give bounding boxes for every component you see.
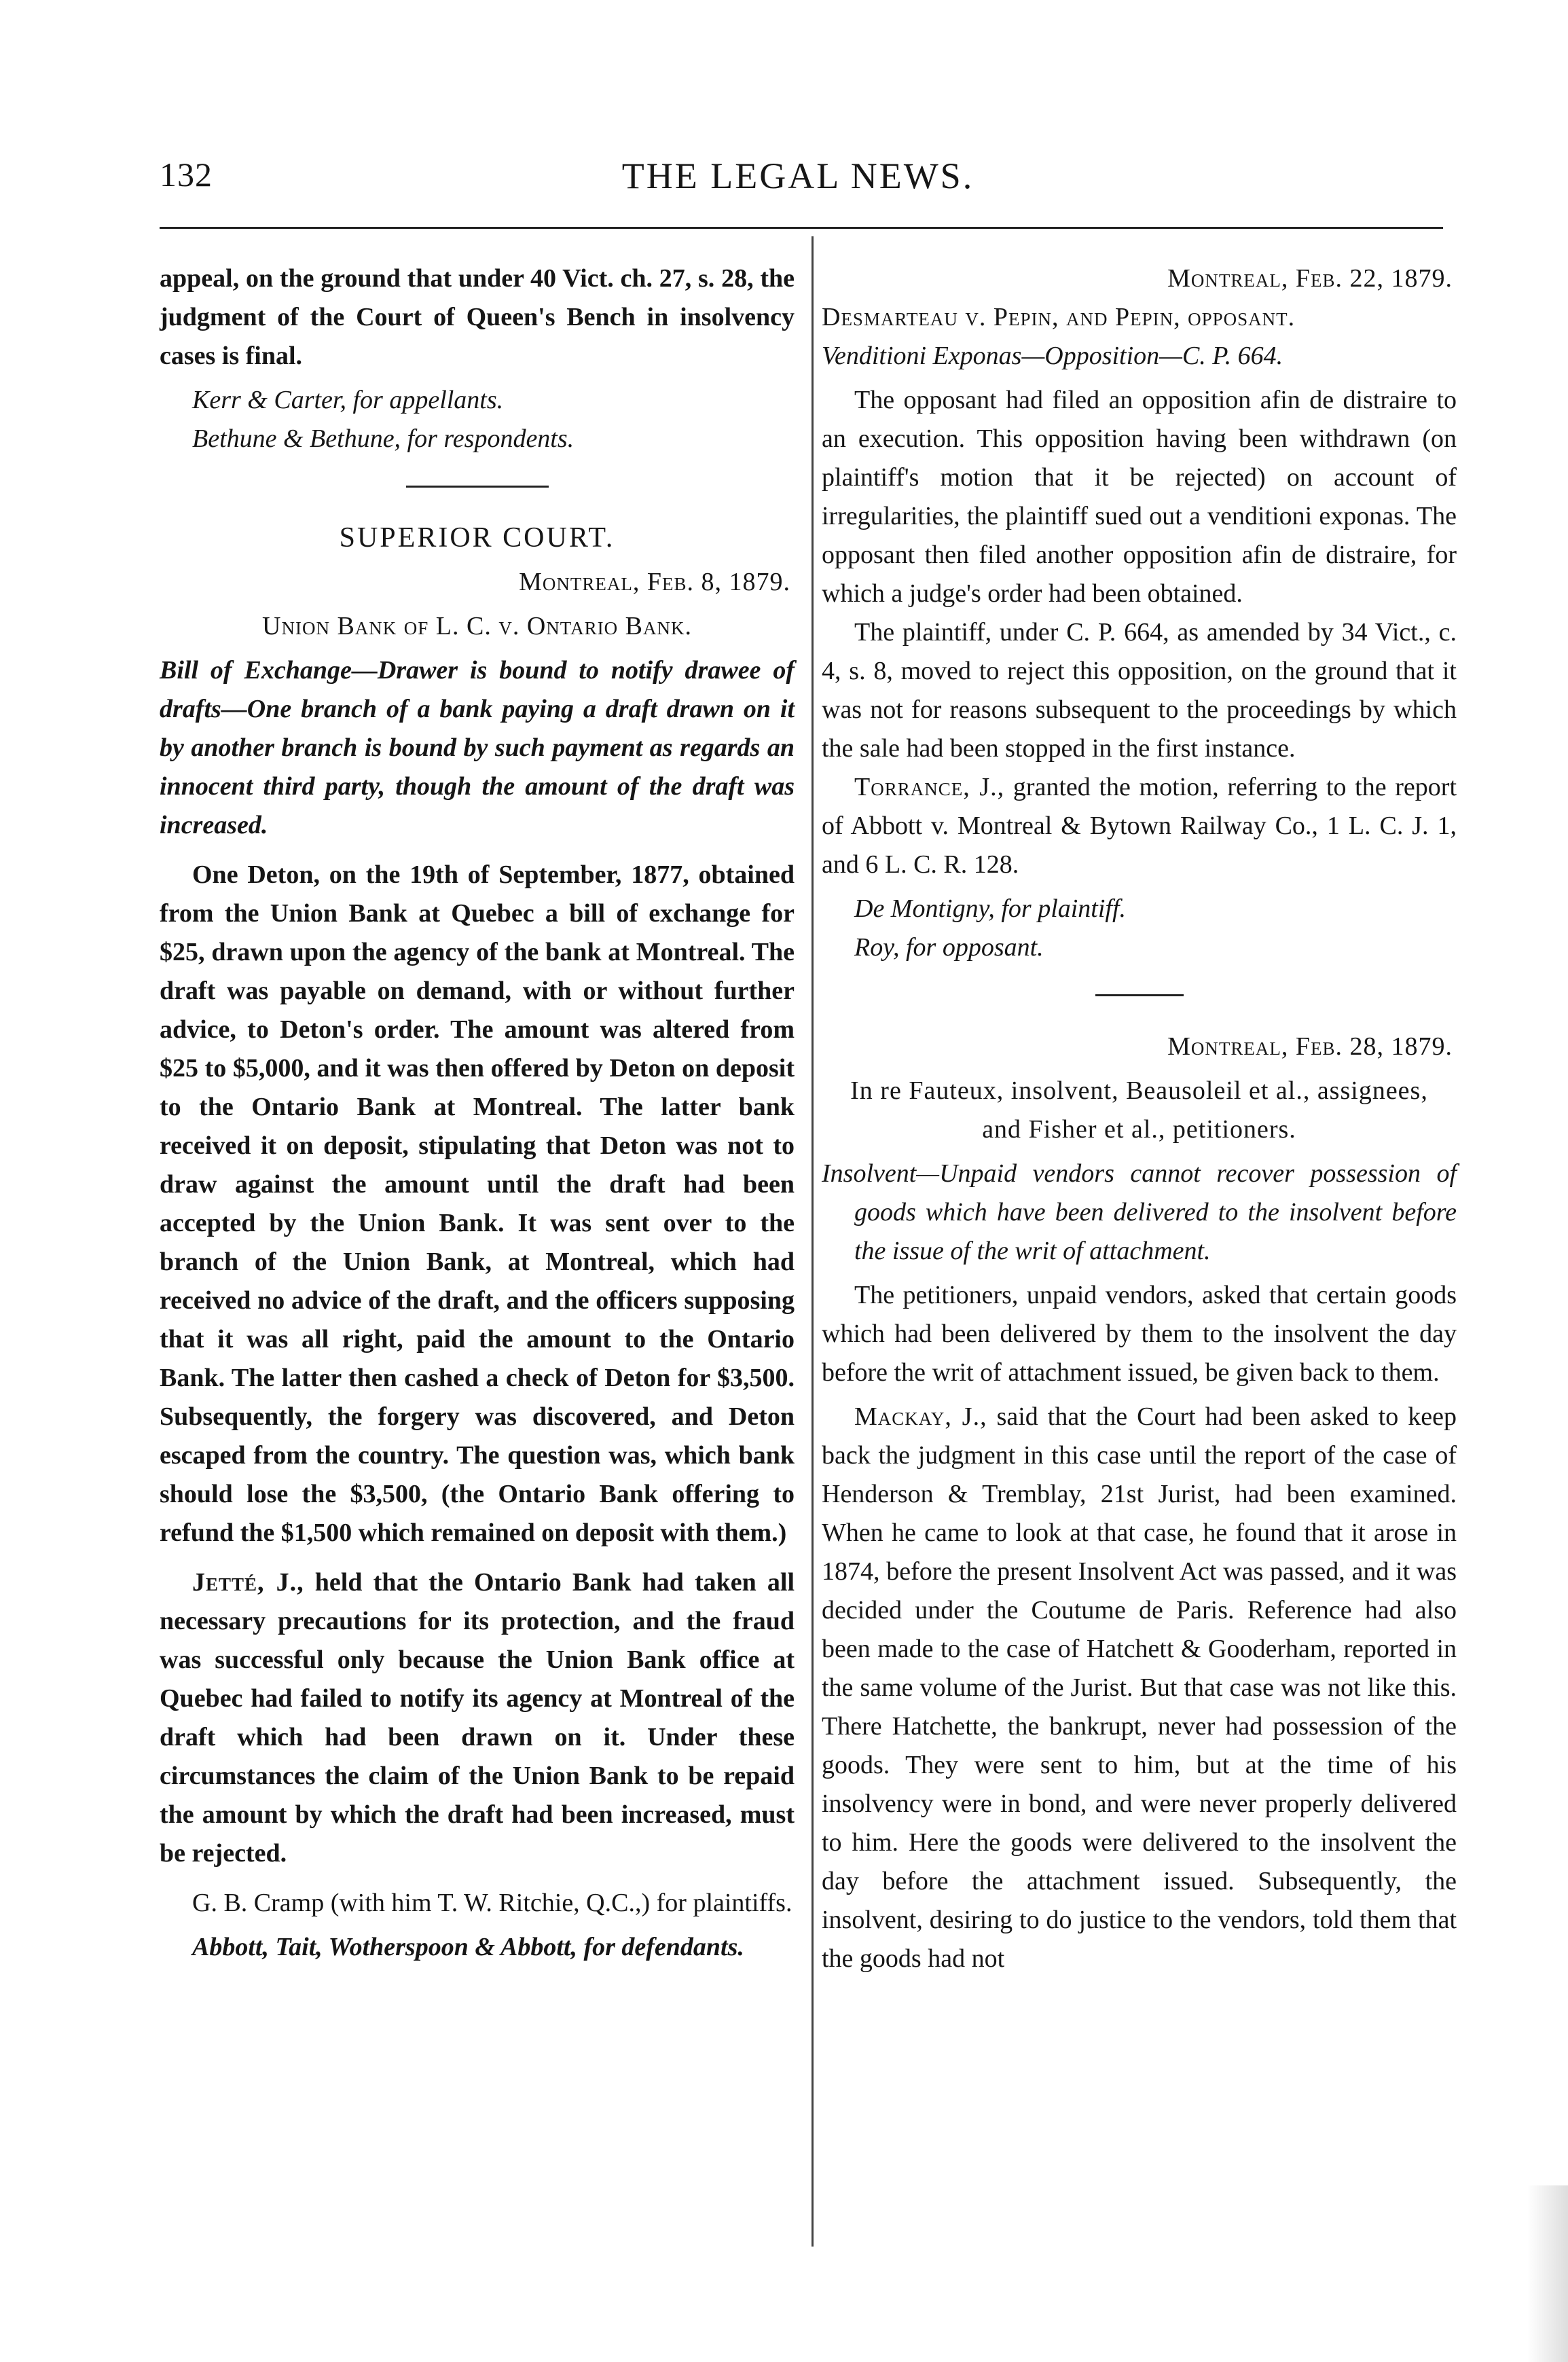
case-title: In re Fauteux, insolvent, Beausoleil et al., assignees, and Fisher et al., petitioners.: [850, 1076, 1428, 1144]
column-divider: [812, 236, 814, 2247]
counsel-plaintiffs: G. B. Cramp (with him T. W. Ritchie, Q.C.,) for plaintiffs.: [192, 1889, 792, 1917]
facts-paragraph: One Deton, on the 19th of September, 1877, obtained from the Union Bank at Quebec a bill of exchange for $25, drawn upon the agency of the bank at Montreal. The draft was payable on demand, with or without further advice, to Deton's order. The amount was altered from $25 to $5,000, and it was then offered by Deton on deposit to the Ontario Bank at Montreal. The latter bank received it on deposit, stipulating that Deton was not to draw against the amount until the draft had been accepted by the Union Bank. It was sent over to the branch of the Union Bank, at Montreal, which had received no advice of the draft, and the officers supposing that it was all right, paid the amount to the Ontario Bank. The latter then cashed a check of Deton for $3,500. Subsequently, the forgery was discovered, and Deton escaped from the country. The question was, which bank should lose the $3,500, (the Ontario Bank offering to refund the $1,500 which remained on deposit with them.): [160, 860, 795, 1547]
headnote: Venditioni Exponas—Opposition—C. P. 664.: [822, 342, 1283, 370]
petition-paragraph: The petitioners, unpaid vendors, asked that certain goods which had been delivered by them to the insolvent the day before the writ of attachment issued, be given back to them.: [822, 1281, 1457, 1387]
page-header: [160, 155, 1436, 202]
case-date: Montreal, Feb. 22, 1879.: [1167, 264, 1453, 293]
page-edge-shadow: [1527, 2185, 1568, 2362]
court-title: SUPERIOR COURT.: [339, 522, 615, 553]
facts-paragraph: The opposant had filed an opposition afin de distraire to an execution. This opposition having been withdrawn (on plaintiff's motion that it be rejected) on account of irregularities, the plaintiff sued out a venditioni exponas. The opposant then filed another opposition afin de distraire, for which a judge's order had been obtained.: [822, 386, 1457, 608]
counsel-plaintiff: De Montigny, for plaintiff.: [854, 894, 1127, 923]
case-date: Montreal, Feb. 28, 1879.: [1167, 1032, 1453, 1061]
headnote: Bill of Exchange—Drawer is bound to notify drawee of drafts—One branch of a bank paying a draft drawn on it by another branch is bound by such payment as regards an innocent third party, though the amount of the draft was increased.: [160, 656, 795, 839]
right-column: [822, 259, 1457, 1978]
section-rule: [406, 486, 549, 488]
section-rule: [1095, 994, 1184, 996]
continuation-paragraph: appeal, on the ground that under 40 Vict. ch. 27, s. 28, the judgment of the Court of Queen's Bench in insolvency cases is final.: [160, 264, 795, 370]
header-rule: [160, 227, 1443, 229]
counsel-opposant: Roy, for opposant.: [854, 933, 1044, 962]
judgment-paragraph: [822, 768, 1457, 884]
judge-name: Jetté, J.,: [192, 1568, 304, 1597]
page-number: 132: [160, 156, 213, 194]
left-column: [160, 259, 795, 1967]
case-title: Desmarteau v. Pepin, and Pepin, opposant.: [822, 303, 1296, 331]
motion-paragraph: The plaintiff, under C. P. 664, as amended by 34 Vict., c. 4, s. 8, moved to reject this opposition, on the ground that it was not for reasons subsequent to the proceedings by which the sale had been stopped in the first instance.: [822, 618, 1457, 763]
journal-title: THE LEGAL NEWS.: [621, 156, 974, 196]
judge-name: Mackay, J.,: [854, 1402, 987, 1431]
case-title: Union Bank of L. C. v. Ontario Bank.: [262, 612, 692, 640]
judgment-paragraph: [822, 1398, 1457, 1978]
judgment-paragraph: [160, 1563, 795, 1873]
counsel-respondents: Bethune & Bethune, for respondents.: [192, 424, 575, 453]
judge-name: Torrance, J.,: [854, 773, 1005, 801]
case-date: Montreal, Feb. 8, 1879.: [519, 568, 790, 596]
judgment-text: said that the Court had been asked to keep back the judgment in this case until the report of the case of Henderson & Tremblay, 21st Jurist, had been examined. When he came to look at that case, he found that it arose in 1874, before the present Insolvent Act was passed, and it was decided under the Coutume de Paris. Reference had also been made to the case of Hatchett & Gooderham, reported in the same volume of the Jurist. But that case was not like this. There Hatchette, the bankrupt, never had possession of the goods. They were sent to him, but at the time of his insolvency were in bond, and were never properly delivered to him. Here the goods were delivered to the insolvent the day before the attachment issued. Subsequently, the insolvent, desiring to do justice to the vendors, told them that the goods had not: [822, 1402, 1457, 1973]
counsel-appellants: Kerr & Carter, for appellants.: [192, 386, 504, 414]
counsel-defendants: Abbott, Tait, Wotherspoon & Abbott, for defendants.: [192, 1933, 744, 1961]
headnote: Insolvent—Unpaid vendors cannot recover possession of goods which have been delivered to the insolvent before the issue of the writ of attachment.: [822, 1159, 1457, 1265]
judgment-text: held that the Ontario Bank had taken all necessary precautions for its protection, and the fraud was successful only because the Union Bank office at Quebec had failed to notify its agency at Montreal of the draft which had been drawn on it. Under these circumstances the claim of the Union Bank to be repaid the amount by which the draft had been increased, must be rejected.: [160, 1568, 795, 1868]
judgment-text: granted the motion, referring to the report of Abbott v. Montreal & Bytown Railway Co., 1 L. C. J. 1, and 6 L. C. R. 128.: [822, 773, 1457, 879]
